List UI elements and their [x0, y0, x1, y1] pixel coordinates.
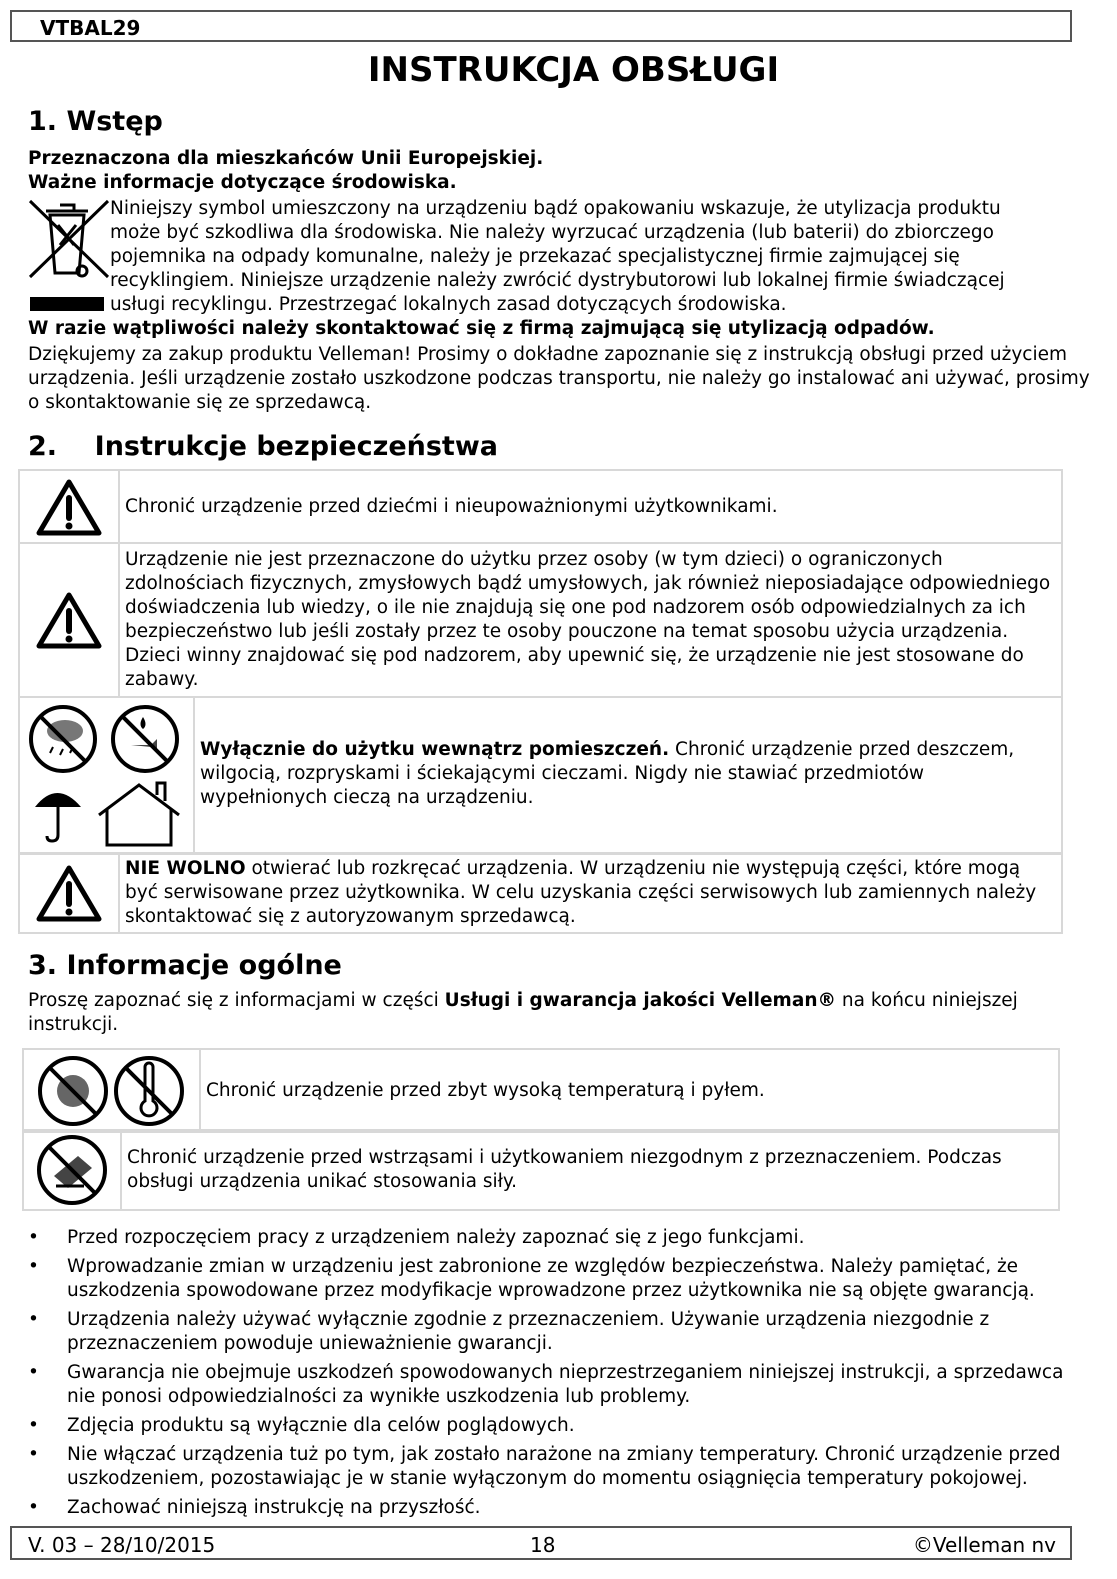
- no-heat-icon: [116, 1058, 182, 1124]
- general-table-2: [22, 1129, 1060, 1211]
- no-dust-icon: [40, 1058, 106, 1124]
- service-table: [18, 852, 1063, 934]
- weee-crossed-bin-icon: [26, 197, 110, 317]
- indoor-rest: Chronić urządzenie przed deszczem, wilgocią, rozpryskami i ściekającymi cieczami. Nigdy nie stawiać przedmiotów wypełnionych cieczą na urządzeniu.: [200, 739, 1015, 808]
- eu-line: Przeznaczona dla mieszkańców Unii Europejskiej.: [28, 148, 544, 169]
- list-item: • Zdjęcia produktu są wyłącznie dla celów poglądowych.: [28, 1414, 1088, 1438]
- page-title: INSTRUKCJA OBSŁUGI: [367, 50, 780, 90]
- section1-heading: 1. Wstęp: [28, 106, 163, 137]
- footer-copyright: ©Velleman nv: [912, 1533, 1056, 1557]
- service-bold: NIE WOLNO: [125, 858, 246, 879]
- general-icons-cell: [23, 1049, 200, 1132]
- general-row-1-text: Chronić urządzenie przed zbyt wysoką temperaturą i pyłem.: [200, 1049, 1059, 1132]
- indoor-bold: Wyłącznie do użytku wewnątrz pomieszczeń.: [200, 739, 670, 760]
- shock-icon-cell: [23, 1130, 121, 1210]
- footer-page-number: 18: [530, 1533, 556, 1557]
- weee-line-3: pojemnika na odpady komunalne, należy je przekazać specjalistycznej firmie zajmującej się: [110, 246, 960, 267]
- heat-dust-icons: [37, 1053, 187, 1129]
- safety-row-1-text: Chronić urządzenie przed dziećmi i nieupoważnionymi użytkownikami.: [119, 470, 1062, 543]
- list-item: • Przed rozpoczęciem pracy z urządzeniem należy zapoznać się z jego funkcjami.: [28, 1226, 1088, 1250]
- list-item: • Wprowadzanie zmian w urządzeniu jest zabronione ze względów bezpieczeństwa. Należy pamiętać, że uszkodzenia spowodowane przez modyfikacje wprowadzone przez użytkownika nie są objęte gwarancją.: [28, 1255, 1088, 1303]
- indoor-icons-cell: [19, 697, 194, 854]
- section3-heading: 3. Informacje ogólne: [28, 950, 342, 981]
- section2-heading: 2. Instrukcje bezpieczeństwa: [28, 431, 498, 462]
- indoor-house-icon: [99, 783, 179, 845]
- no-rain-icon: [31, 707, 95, 771]
- footer-version: V. 03 – 28/10/2015: [28, 1533, 216, 1557]
- indoor-table: [18, 696, 1063, 855]
- intro-pre: Proszę zapoznać się z informacjami w części: [28, 990, 445, 1011]
- service-rest: otwierać lub rozkręcać urządzenia. W urządzeniu nie występują części, które mogą być serwisowane przez użytkownika. W celu uzyskania części serwisowych lub zamiennych należy skontaktować się z autoryzowanym sprzedawcą.: [125, 858, 1037, 927]
- indoor-icons-group: [27, 703, 187, 849]
- service-icon-cell: [19, 853, 119, 933]
- list-item: • Nie włączać urządzenia tuż po tym, jak zostało narażone na zmiany temperatury. Chronić urządzenie przed uszkodzeniem, pozostawiając je w stanie wyłączonym do momentu osiągnięcia temperatury pokojowej.: [28, 1443, 1088, 1491]
- umbrella-icon: [35, 793, 81, 841]
- header-box: [10, 10, 1072, 42]
- list-item: • Urządzenia należy używać wyłącznie zgodnie z przeznaczeniem. Używanie urządzenia niezgodnie z przeznaczeniem powoduje unieważnienie gwarancji.: [28, 1308, 1088, 1356]
- safety-row-2-text: Urządzenie nie jest przeznaczone do użytku przez osoby (w tym dzieci) o ograniczonych zdolnościach fizycznych, zmysłowych bądź umysłowych, jak również nieposiadające odpowiedniego doświadczenia lub wiedzy, o ile nie znajdują się one pod nadzorem osób odpowiedzialnych za ich bezpieczeństwo lub jeśli zostały przez te osoby pouczone na temat sposobu użycia urządzenia. Dzieci winny znajdować się pod nadzorem, aby upewnić się, że urządzenie nie jest stosowane do zabawy.: [119, 543, 1062, 697]
- warning-triangle-icon: [36, 864, 102, 922]
- safety-icon-cell: [19, 543, 119, 697]
- intro-post: na końcu niniejszej instrukcji.: [28, 990, 1018, 1035]
- indoor-row-text: [194, 697, 1062, 854]
- weee-line-1: Niniejszy symbol umieszczony na urządzeniu bądź opakowaniu wskazuje, że utylizacja produktu: [110, 198, 1001, 219]
- general-row-2-text: Chronić urządzenie przed wstrząsami i użytkowaniem niezgodnym z przeznaczeniem. Podczas obsługi urządzenia unikać stosowania siły.: [121, 1130, 1059, 1210]
- no-shock-icon: [34, 1132, 110, 1208]
- section3-intro: [28, 989, 1028, 1037]
- safety-icon-cell: [19, 470, 119, 543]
- general-table-1: [22, 1048, 1060, 1133]
- list-item: • Gwarancja nie obejmuje uszkodzeń spowodowanych nieprzestrzeganiem niniejszej instrukcji, a sprzedawca nie ponosi odpowiedzialności za wynikłe uszkodzenia lub problemy.: [28, 1361, 1088, 1409]
- list-item: • Zachować niniejszą instrukcję na przyszłość.: [28, 1496, 1088, 1520]
- warning-triangle-icon: [36, 591, 102, 649]
- no-water-splash-icon: [113, 707, 177, 771]
- warning-triangle-icon: [36, 478, 102, 536]
- model-number: VTBAL29: [40, 16, 141, 40]
- safety-table: [18, 469, 1063, 698]
- thanks-paragraph: Dziękujemy za zakup produktu Velleman! Prosimy o dokładne zapoznanie się z instrukcją obsługi przed użyciem urządzenia. Jeśli urządzenie zostało uszkodzone podczas transportu, nie należy go instalować ani używać, prosimy o skontaktowanie się ze sprzedawcą.: [28, 344, 1090, 413]
- env-line: Ważne informacje dotyczące środowiska.: [28, 172, 457, 193]
- general-bullet-list: [28, 1226, 1088, 1525]
- footer: [10, 1526, 1072, 1560]
- service-row-text: [119, 853, 1062, 933]
- weee-line-4: recyklingiem. Niniejsze urządzenie należy zwrócić dystrybutorowi lub lokalnej firmie świadczącej: [110, 270, 1005, 291]
- intro-bold: Usługi i gwarancja jakości Velleman®: [444, 990, 836, 1011]
- doubt-line: W razie wątpliwości należy skontaktować się z firmą zajmującą się utylizacją odpadów.: [28, 318, 935, 339]
- weee-line-5: usługi recyklingu. Przestrzegać lokalnych zasad dotyczących środowiska.: [110, 294, 787, 315]
- weee-line-2: może być szkodliwa dla środowiska. Nie należy wyrzucać urządzenia (lub baterii) do zbiorczego: [110, 222, 994, 243]
